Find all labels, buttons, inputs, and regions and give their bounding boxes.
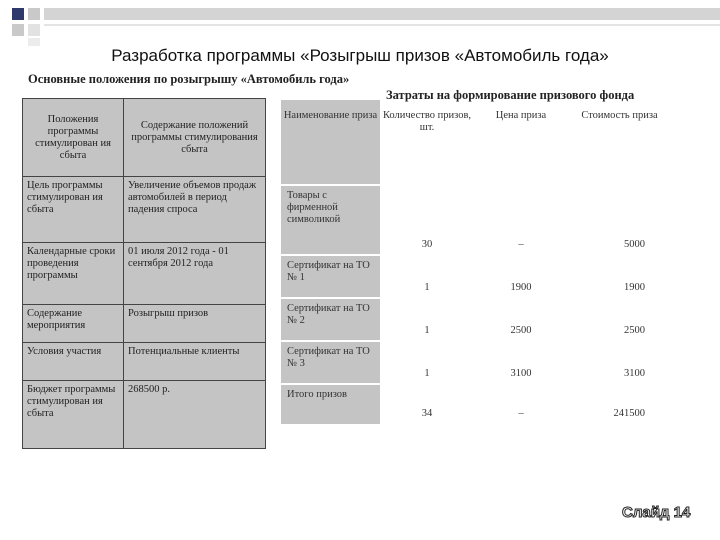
column-header: Цена приза [495,110,547,121]
price-cell: 3100 [510,368,532,379]
price-cell: 1900 [510,282,532,293]
column-header: Положения программы стимулирован ия сбыта [23,99,124,177]
table-row [23,343,266,381]
cost-cell: 3100 [624,368,645,379]
table-row [281,298,671,341]
slide-title: Разработка программы «Розыгрыш призов «Автомобиль года» [111,46,609,65]
column-header: Стоимость приза [581,110,658,121]
slide-number: Слайд 14 [622,504,691,521]
corner-square-dark [12,8,24,20]
cost-cell: 5000 [624,239,645,250]
quantity-cell: 1 [424,325,430,336]
prize-name-cell: Товары с фирменной символикой [281,185,380,255]
right-section-title: Затраты на формирование призового фонда [386,88,635,102]
table-cell: Увеличение объемов продаж автомобилей в период падения спроса [124,177,266,243]
header-bar [44,8,720,20]
table-row [281,341,671,384]
table-row [281,255,671,298]
prize-name-cell: Сертификат на ТО № 1 [281,255,380,298]
prize-name-cell: Сертификат на ТО № 3 [281,341,380,384]
corner-square-grey [12,24,24,36]
header-line [44,24,720,26]
table-cell: Потенциальные клиенты [124,343,266,381]
table-row [23,177,266,243]
column-header: Содержание положений программы стимулирования сбыта [124,99,266,177]
cost-cell: 2500 [624,325,645,336]
table-cell: Цель программы стимулирован ия сбыта [23,177,124,243]
cost-cell: 241500 [613,408,645,419]
quantity-cell: 1 [424,282,430,293]
table-row [281,384,671,424]
price-cell: – [518,408,524,419]
program-provisions-table [22,98,266,449]
price-cell: 2500 [510,325,532,336]
table-cell: 268500 р. [124,381,266,449]
table-row [23,243,266,305]
table-header-row [281,100,671,185]
table-cell: Условия участия [23,343,124,381]
left-section-title: Основные положения по розыгрышу «Автомобиль года» [28,72,350,86]
column-header: Наименование приза [281,100,380,185]
quantity-cell: 34 [421,408,433,419]
corner-square-light [28,38,40,46]
table-cell: Бюджет программы стимулирован ия сбыта [23,381,124,449]
table-cell: Розыгрыш призов [124,305,266,343]
column-header: Количество призов, шт. [382,110,472,133]
prize-fund-costs-table [281,100,671,424]
table-header-row [23,99,266,177]
table-cell: 01 июля 2012 года - 01 сентября 2012 года [124,243,266,305]
table-row [23,381,266,449]
price-cell: – [518,239,524,250]
decorative-header [0,0,720,50]
table-cell: Содержание мероприятия [23,305,124,343]
prize-name-cell: Итого призов [281,384,380,424]
corner-square-light [28,24,40,36]
table-row [23,305,266,343]
quantity-cell: 1 [424,368,430,379]
table-row [281,185,671,255]
corner-square-grey [28,8,40,20]
quantity-cell: 30 [421,239,433,250]
cost-cell: 1900 [624,282,645,293]
table-cell: Календарные сроки проведения программы [23,243,124,305]
prize-name-cell: Сертификат на ТО № 2 [281,298,380,341]
